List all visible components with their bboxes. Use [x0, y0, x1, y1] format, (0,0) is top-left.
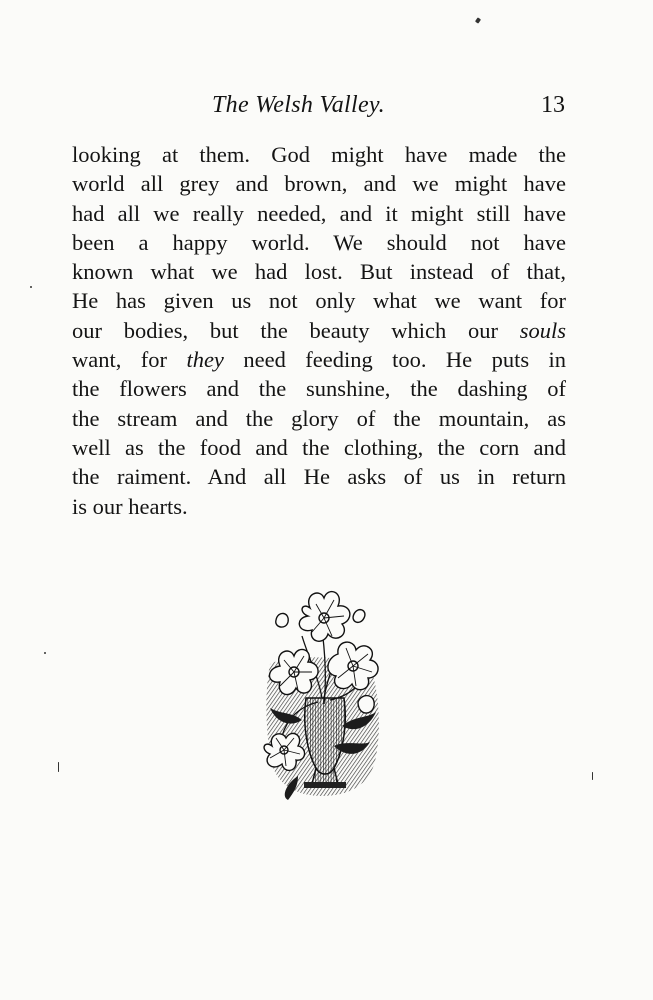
text-segment: need feeding too. He puts in: [223, 347, 566, 373]
text-line: [72, 345, 566, 374]
body-text: [72, 140, 566, 521]
flower-vase-icon: [258, 586, 386, 808]
page-speck: [475, 17, 481, 23]
text-line: the flowers and the sunshine, the dashing of: [72, 376, 566, 402]
italic-word: they: [186, 347, 224, 373]
text-segment: want, for: [72, 347, 187, 373]
text-line: He has given us not only what we want for: [72, 288, 566, 314]
italic-word: souls: [519, 317, 566, 343]
text-line: the raiment. And all He asks of us in return: [72, 464, 566, 490]
text-line: had all we really needed, and it might still have: [72, 200, 566, 226]
page-speck: [592, 772, 593, 780]
page-number: 13: [541, 92, 565, 118]
page-header: [0, 92, 653, 126]
text-line: known what we had lost. But instead of that,: [72, 259, 566, 285]
text-line: is our hearts.: [72, 493, 188, 519]
page-speck: [44, 652, 46, 654]
text-segment: our bodies, but the beauty which our: [72, 317, 520, 343]
text-line: [72, 316, 566, 345]
text-line: world all grey and brown, and we might have: [72, 171, 566, 197]
page-speck: [58, 762, 59, 772]
text-line: looking at them. God might have made the: [72, 142, 566, 167]
text-line: been a happy world. We should not have: [72, 229, 566, 255]
running-title: The Welsh Valley.: [212, 92, 385, 118]
text-line: the stream and the glory of the mountain, as: [72, 405, 566, 431]
text-line: well as the food and the clothing, the corn and: [72, 434, 566, 460]
page-speck: [30, 286, 32, 288]
